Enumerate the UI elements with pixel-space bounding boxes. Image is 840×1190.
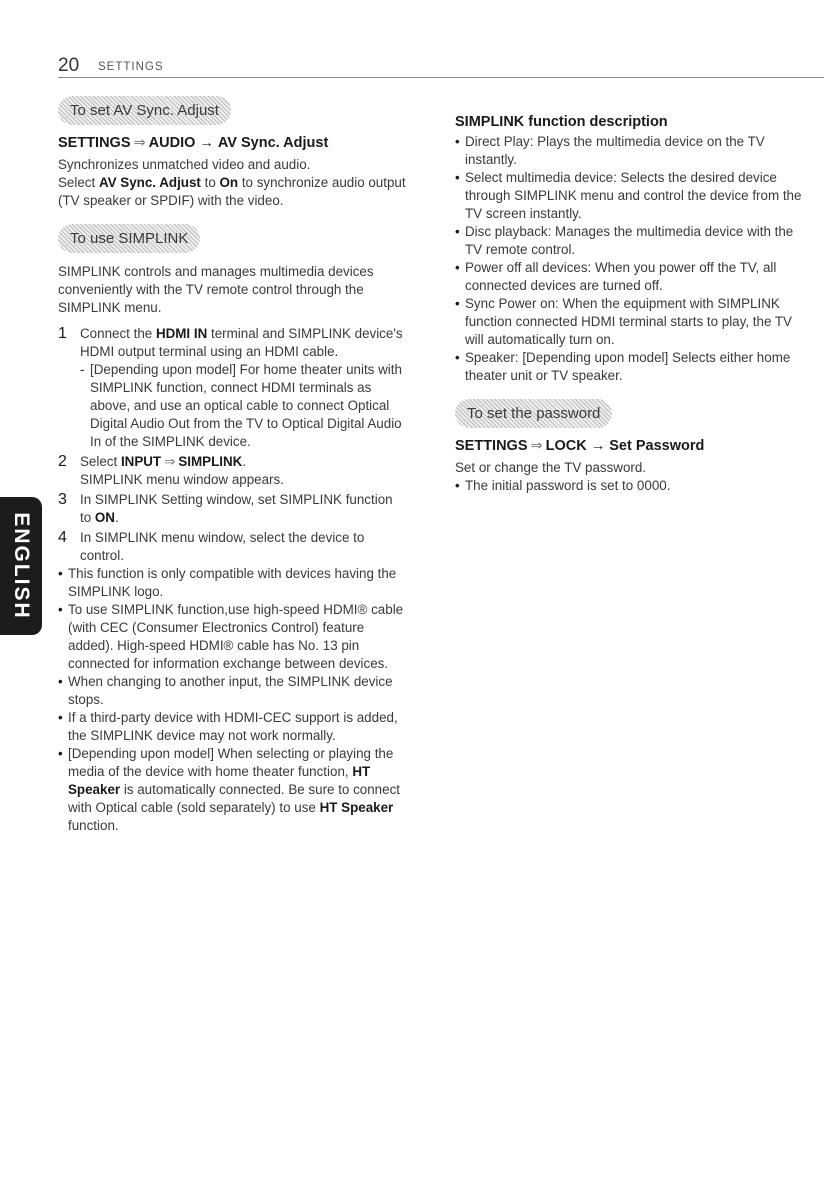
text-run: On — [219, 175, 239, 190]
text-run: to — [200, 175, 220, 190]
step-text: SIMPLINK menu window appears. — [80, 472, 284, 487]
text-run: HDMI IN — [155, 326, 208, 341]
text-run: HT Speaker — [68, 764, 371, 797]
list-item — [58, 673, 406, 709]
bullet-icon: • — [58, 710, 63, 725]
step-number: 4 — [58, 529, 67, 546]
list-item — [58, 565, 406, 601]
text-run: function. — [68, 818, 119, 833]
menu-path-item: AV Sync. Adjust — [217, 135, 329, 151]
list-item — [455, 259, 810, 295]
list-item — [58, 745, 406, 835]
page-header — [58, 55, 824, 78]
menu-path-item: SETTINGS — [58, 135, 131, 151]
page-number: 20 — [58, 55, 80, 76]
text-run: In SIMPLINK Setting window, set SIMPLINK function to — [80, 492, 393, 525]
arrow-icon: → — [199, 135, 214, 151]
step-3 — [58, 491, 406, 527]
bullet-icon: • — [58, 746, 63, 761]
menu-path-item: SETTINGS — [455, 438, 528, 454]
text-run: SIMPLINK — [178, 454, 243, 469]
password-heading: To set the password — [455, 399, 612, 428]
menu-path-item: AUDIO — [148, 135, 196, 151]
bullet-icon: • — [58, 602, 63, 617]
step-1-note — [80, 361, 406, 451]
password-description: Set or change the TV password. — [455, 460, 647, 475]
bullet-text: The initial password is set to 0000. — [465, 478, 671, 493]
password-menu-path — [455, 438, 810, 454]
list-item — [58, 601, 406, 673]
text-run: Connect the — [80, 326, 156, 341]
simplink-heading: To use SIMPLINK — [58, 224, 200, 253]
left-column — [58, 96, 406, 835]
section-name: SETTINGS — [98, 61, 164, 73]
bullet-text: If a third-party device with HDMI-CEC support is added, the SIMPLINK device may not work normally. — [68, 710, 398, 743]
bullet-icon: • — [58, 674, 63, 689]
list-item — [455, 477, 810, 495]
double-arrow-icon: ⇒ — [133, 135, 146, 151]
simplink-intro: SIMPLINK controls and manages multimedia devices conveniently with the TV remote control through the SIMPLINK menu. — [58, 264, 374, 315]
text-run: is automatically connected. Be sure to connect with Optical cable (sold separately) to use — [68, 782, 400, 815]
right-column — [455, 114, 810, 495]
language-label: ENGLISH — [10, 512, 33, 620]
note-text: [Depending upon model] For home theater units with SIMPLINK function, connect HDMI terminals as above, and use an optical cable to connect Optical Digital Audio Out from the TV to Optical Digital Audio In of the SIMPLINK device. — [90, 362, 402, 449]
text-run: . — [242, 454, 247, 469]
bullet-text: To use SIMPLINK function,use high-speed HDMI® cable (with CEC (Consumer Electronics Control) feature added). High-speed HDMI® cable has No. 13 pin connected for information exchange between devices. — [68, 602, 404, 671]
text-run: Select — [80, 454, 121, 469]
dash-mark: - — [80, 362, 85, 377]
bullet-text: Sync Power on: When the equipment with SIMPLINK function connected HDMI terminal starts to play, the TV will automatically turn on. — [465, 296, 792, 347]
menu-path-item: Set Password — [609, 438, 705, 454]
bullet-text: This function is only compatible with devices having the SIMPLINK logo. — [68, 566, 397, 599]
list-item — [455, 223, 810, 259]
language-tab — [0, 497, 42, 635]
step-text — [80, 491, 406, 527]
step-number: 3 — [58, 491, 67, 508]
bullet-text: Direct Play: Plays the multimedia device on the TV instantly. — [465, 134, 765, 167]
step-number: 1 — [58, 325, 67, 342]
double-arrow-icon: ⇒ — [164, 454, 176, 469]
bullet-text: When changing to another input, the SIMPLINK device stops. — [68, 674, 393, 707]
av-sync-heading: To set AV Sync. Adjust — [58, 96, 231, 125]
text-run: terminal and SIMPLINK device's HDMI output terminal using an HDMI cable. — [80, 326, 403, 359]
list-item — [455, 169, 810, 223]
text-run: [Depending upon model] When selecting or playing the media of the device with home theater function, — [68, 746, 394, 779]
text-run: INPUT — [120, 454, 162, 469]
list-item — [455, 349, 810, 385]
text-run: ON — [94, 510, 115, 525]
bullet-text: Power off all devices: When you power off the TV, all connected devices are turned off. — [465, 260, 777, 293]
text-run: to synchronize audio output (TV speaker or SPDIF) with the video. — [58, 175, 406, 208]
list-item — [455, 133, 810, 169]
bullet-text — [68, 745, 406, 835]
step-2 — [58, 453, 406, 489]
step-4 — [58, 529, 406, 565]
list-item — [455, 295, 810, 349]
bullet-text: Speaker: [Depending upon model] Selects either home theater unit or TV speaker. — [465, 350, 791, 383]
text-run: Select — [58, 175, 99, 190]
bullet-icon: • — [455, 350, 460, 365]
step-text: In SIMPLINK menu window, select the device to control. — [80, 530, 365, 563]
av-sync-menu-path — [58, 135, 406, 151]
step-1 — [58, 325, 406, 451]
double-arrow-icon: ⇒ — [530, 438, 543, 454]
bullet-icon: • — [455, 260, 460, 275]
step-number: 2 — [58, 453, 67, 470]
bullet-text: Disc playback: Manages the multimedia device with the TV remote control. — [465, 224, 794, 257]
menu-path-item: LOCK — [545, 438, 587, 454]
bullet-icon: • — [455, 224, 460, 239]
step-text — [80, 453, 406, 471]
bullet-icon: • — [455, 134, 460, 149]
text-run: AV Sync. Adjust — [98, 175, 201, 190]
arrow-icon: → — [590, 438, 606, 454]
step-text — [80, 325, 406, 361]
av-sync-instruction — [58, 174, 406, 210]
text-run: . — [114, 510, 119, 525]
text-run: HT Speaker — [319, 800, 394, 815]
bullet-text: Select multimedia device: Selects the desired device through SIMPLINK menu and control the device from the TV screen instantly. — [465, 170, 802, 221]
bullet-icon: • — [455, 296, 460, 311]
bullet-icon: • — [455, 478, 460, 493]
bullet-icon: • — [455, 170, 460, 185]
list-item — [58, 709, 406, 745]
av-sync-description: Synchronizes unmatched video and audio. — [58, 157, 311, 172]
bullet-icon: • — [58, 566, 63, 581]
simplink-description-title: SIMPLINK function description — [455, 114, 668, 130]
